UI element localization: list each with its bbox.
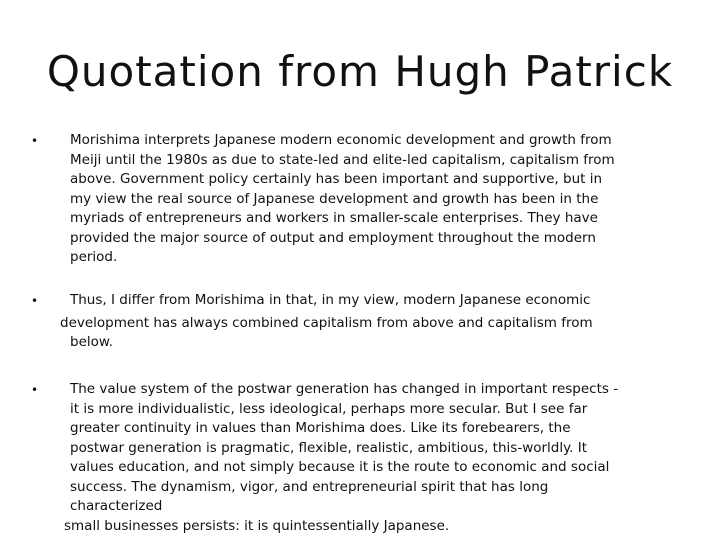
text-line: success. The dynamism, vigor, and entrepreneurial spirit that has long [70, 478, 549, 495]
bullet-3-text-tail [64, 517, 449, 537]
slide-title: Quotation from Hugh Patrick [46, 47, 674, 96]
text-line: below. [70, 334, 113, 350]
bullet-marker-2: • [31, 294, 39, 308]
text-line: above. Government policy certainly has been important and supportive, but in [70, 171, 603, 187]
text-line: greater continuity in values than Morishima does. Like its forebearers, the [70, 420, 571, 436]
text-line: characterized [70, 498, 163, 514]
bullet-3-text [70, 380, 618, 517]
text-line: small businesses persists: it is quintessentially Japanese. [64, 518, 450, 534]
text-line: period. [70, 249, 118, 265]
bullet-marker-1: • [31, 134, 39, 148]
text-line: Thus, I differ from Morishima in that, in my view, modern Japanese economic [70, 292, 591, 308]
bullet-marker-3: • [31, 383, 39, 397]
text-line: my view the real source of Japanese development and growth has been in the [70, 190, 599, 207]
text-line: provided the major source of output and employment throughout the modern [70, 229, 596, 246]
text-line: postwar generation is pragmatic, flexible, realistic, ambitious, this-worldly. It [70, 439, 588, 456]
text-line: Morishima interprets Japanese modern economic development and growth from [70, 132, 612, 148]
text-line: values education, and not simply because it is the route to economic and social [70, 459, 610, 475]
text-line: Meiji until the 1980s as due to state-led and elite-led capitalism, capitalism from [70, 151, 615, 168]
text-line: it is more individualistic, less ideological, perhaps more secular. But I see far [70, 400, 588, 417]
text-line: The value system of the postwar generation has changed in important respects - [70, 381, 619, 397]
text-line: development has always combined capitalism from above and capitalism from [60, 314, 593, 331]
text-line: myriads of entrepreneurs and workers in smaller-scale enterprises. They have [70, 210, 598, 226]
bullet-2-text [60, 291, 593, 353]
bullet-1-text [70, 131, 615, 268]
